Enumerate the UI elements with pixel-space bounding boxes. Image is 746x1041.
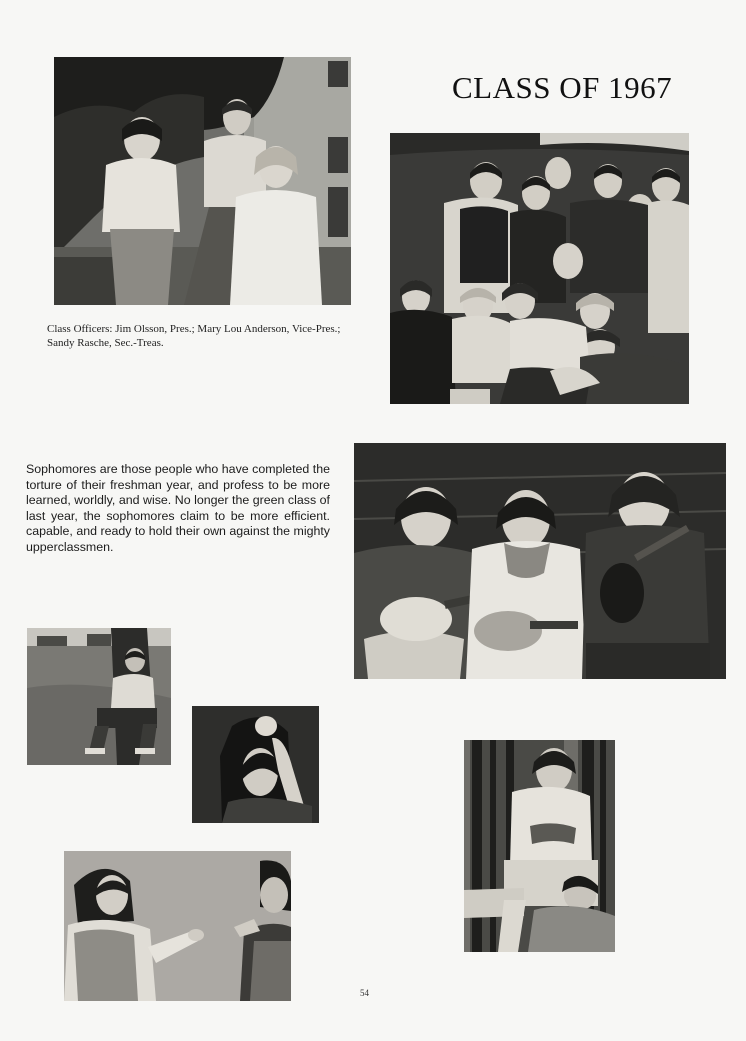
boy-by-tree-photo	[27, 628, 171, 765]
raised-fist-photo	[192, 706, 319, 823]
page-number: 54	[360, 988, 369, 998]
class-officers-photo	[54, 57, 351, 305]
conversation-photo	[64, 851, 291, 1001]
page-title: CLASS OF 1967	[452, 70, 673, 105]
ukulele-singers-photo	[354, 443, 726, 679]
class-description: Sophomores are those people who have completed the torture of their freshman year, and profess to be more learned, worldly, and wise. No longer the green class of last year, the sophomores claim to be more efficient. capable, and ready to hold their own against the mighty upperclassmen.	[26, 462, 330, 554]
group-photo	[390, 133, 689, 404]
woods-photo	[464, 740, 615, 952]
class-officers-caption: Class Officers: Jim Olsson, Pres.; Mary Lou Anderson, Vice-Pres.; Sandy Rasche, Sec.-Treas.	[47, 323, 341, 349]
